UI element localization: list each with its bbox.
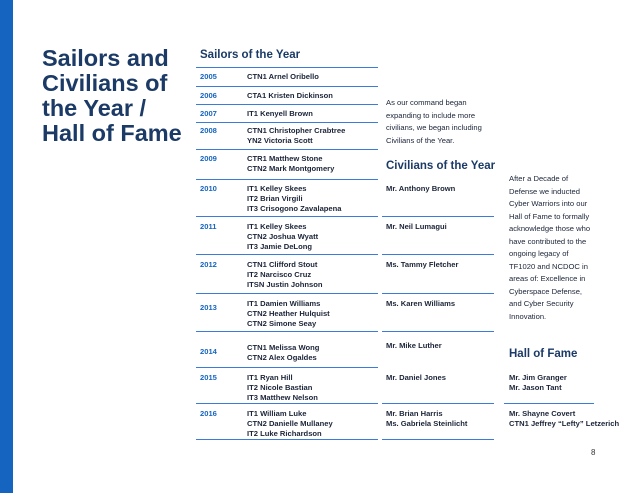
name-line: IT2 Luke Richardson xyxy=(247,429,322,438)
name-line: IT1 Ryan Hill xyxy=(247,373,293,382)
year-label: 2007 xyxy=(200,109,217,118)
name-line: CTN1 Christopher Crabtree xyxy=(247,126,346,135)
name-line: CTA1 Kristen Dickinson xyxy=(247,91,333,100)
name-line: IT1 William Luke xyxy=(247,409,307,418)
name-line: Mr. Jason Tant xyxy=(509,383,562,392)
year-label: 2015 xyxy=(200,373,217,382)
hall-of-fame-names xyxy=(509,409,619,429)
sailor-names xyxy=(247,260,323,290)
name-line: CTN1 Arnel Oribello xyxy=(247,72,319,81)
name-line: IT2 Brian Virgili xyxy=(247,194,303,203)
sailor-row-rule xyxy=(196,403,378,404)
civilians-heading: Civilians of the Year xyxy=(386,160,496,172)
name-line: ITSN Justin Johnson xyxy=(247,280,323,289)
name-line: Ms. Tammy Fletcher xyxy=(386,260,459,269)
sailors-top-rule xyxy=(196,67,378,68)
name-line: CTN2 Danielle Mullaney xyxy=(247,419,333,428)
civilian-row-rule xyxy=(382,403,494,404)
name-line: IT1 Kelley Skees xyxy=(247,222,307,231)
civilian-names xyxy=(386,184,455,194)
civilian-names xyxy=(386,222,447,232)
sailor-row-rule xyxy=(196,331,378,332)
year-label: 2011 xyxy=(200,222,217,231)
sailor-row-rule xyxy=(196,254,378,255)
name-line: IT1 Kelley Skees xyxy=(247,184,307,193)
name-line: Mr. Mike Luther xyxy=(386,341,442,350)
civilian-names xyxy=(386,299,455,309)
civilian-row-rule xyxy=(382,331,494,332)
name-line: CTN1 Jeffrey “Lefty” Letzerich xyxy=(509,419,620,428)
sailor-names xyxy=(247,343,319,363)
name-line: IT2 Narcisco Cruz xyxy=(247,270,312,279)
civilian-row-rule xyxy=(382,293,494,294)
year-label: 2006 xyxy=(200,91,217,100)
civilian-names xyxy=(386,341,442,351)
page-title: Sailors and Civilians of the Year / Hall of Fame xyxy=(42,45,182,146)
hall-of-fame-intro: After a Decade of Defense we inducted Cyber Warriors into our Hall of Fame to formally acknowledge those who have contributed to the ongoing legacy of TF1020 and NCDOC in areas of: Excellence in Cyberspace Defense, and Cyber Security Innovation. xyxy=(509,174,591,321)
name-line: Ms. Gabriela Steinlicht xyxy=(386,419,468,428)
name-line: IT3 Matthew Nelson xyxy=(247,393,318,402)
civilian-names xyxy=(386,409,467,429)
sailor-row-rule xyxy=(196,179,378,180)
name-line: Mr. Daniel Jones xyxy=(386,373,446,382)
hall-of-fame-names xyxy=(509,373,567,393)
sailor-names xyxy=(247,91,333,101)
year-label: 2016 xyxy=(200,409,217,418)
sailors-heading: Sailors of the Year xyxy=(200,49,301,61)
name-line: IT1 Kenyell Brown xyxy=(247,109,313,118)
sailor-row-rule xyxy=(196,216,378,217)
civilian-names xyxy=(386,260,458,270)
name-line: IT3 Jamie DeLong xyxy=(247,242,312,251)
sailor-names xyxy=(247,222,318,252)
sailor-names xyxy=(247,373,318,403)
name-line: Ms. Karen Williams xyxy=(386,299,456,308)
page-number: 8 xyxy=(591,448,596,457)
side-accent-bar xyxy=(0,0,13,493)
year-label: 2005 xyxy=(200,72,217,81)
name-line: Mr. Jim Granger xyxy=(509,373,567,382)
sailor-row-rule xyxy=(196,122,378,123)
name-line: IT2 Nicole Bastian xyxy=(247,383,313,392)
civilians-intro: As our command began expanding to include more civilians, we began including Civilians of the Year. xyxy=(386,98,482,145)
name-line: CTN2 Mark Montgomery xyxy=(247,164,335,173)
sailor-row-rule xyxy=(196,104,378,105)
sailor-names xyxy=(247,126,345,146)
year-label: 2009 xyxy=(200,154,217,163)
name-line: CTR1 Matthew Stone xyxy=(247,154,323,163)
name-line: Mr. Neil Lumagui xyxy=(386,222,447,231)
name-line: CTN2 Joshua Wyatt xyxy=(247,232,319,241)
civilian-row-rule xyxy=(382,254,494,255)
civilian-row-rule xyxy=(382,439,494,440)
name-line: CTN1 Melissa Wong xyxy=(247,343,320,352)
year-label: 2012 xyxy=(200,260,217,269)
name-line: CTN2 Heather Hulquist xyxy=(247,309,330,318)
sailor-names xyxy=(247,154,334,174)
year-label: 2010 xyxy=(200,184,217,193)
name-line: CTN2 Simone Seay xyxy=(247,319,317,328)
sailor-row-rule xyxy=(196,149,378,150)
sailor-row-rule xyxy=(196,86,378,87)
sailor-names xyxy=(247,299,330,329)
year-label: 2014 xyxy=(200,347,217,356)
civilian-row-rule xyxy=(382,216,494,217)
sailor-row-rule xyxy=(196,367,378,368)
name-line: IT3 Crisogono Zavalapena xyxy=(247,204,342,213)
hall-of-fame-row-rule xyxy=(504,403,594,404)
sailor-row-rule xyxy=(196,293,378,294)
name-line: Mr. Brian Harris xyxy=(386,409,443,418)
sailor-names xyxy=(247,72,319,82)
sailor-names xyxy=(247,184,342,214)
name-line: Mr. Anthony Brown xyxy=(386,184,456,193)
year-label: 2013 xyxy=(200,303,217,312)
name-line: CTN2 Alex Ogaldes xyxy=(247,353,317,362)
name-line: YN2 Victoria Scott xyxy=(247,136,313,145)
year-label: 2008 xyxy=(200,126,217,135)
sailor-names xyxy=(247,109,313,119)
name-line: IT1 Damien Williams xyxy=(247,299,321,308)
sailor-row-rule xyxy=(196,439,378,440)
name-line: CTN1 Clifford Stout xyxy=(247,260,318,269)
sailor-names xyxy=(247,409,333,439)
civilian-names xyxy=(386,373,446,383)
hall-of-fame-heading: Hall of Fame xyxy=(509,348,578,360)
name-line: Mr. Shayne Covert xyxy=(509,409,576,418)
